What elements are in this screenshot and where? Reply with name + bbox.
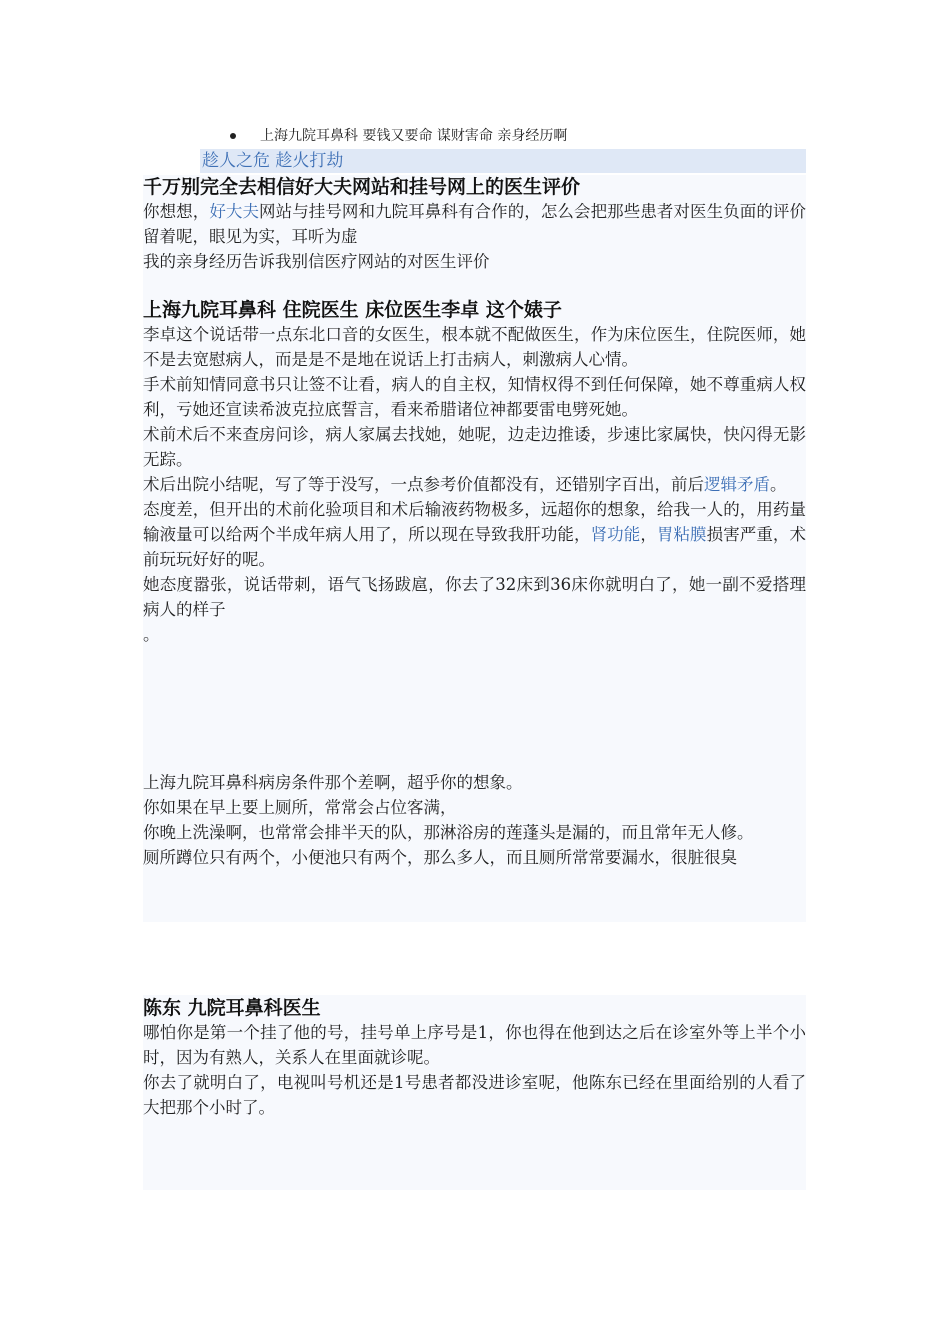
section-review-warning [143, 175, 806, 297]
text-run: ， [640, 525, 657, 544]
link-luoji-maodun[interactable]: 逻辑矛盾 [704, 475, 770, 494]
subheading-highlight [200, 149, 806, 173]
link-wei-nianmo[interactable]: 胃粘膜 [656, 525, 707, 544]
paragraph: 你去了就明白了，电视叫号机还是1号患者都没进诊室呢，他陈东已经在里面给别的人看了大把那个小时了。 [143, 1073, 806, 1117]
section-doctor-lizhuo [143, 297, 806, 922]
section-title: 上海九院耳鼻科 住院医生 床位医生李卓 这个婊子 [143, 299, 562, 321]
bullet-dot-icon [230, 133, 236, 139]
paragraph [143, 472, 806, 497]
paragraph: 哪怕你是第一个挂了他的号，挂号单上序号是1，你也得在他到达之后在诊室外等上半个小时，因为有熟人，关系人在里面就诊呢。 [143, 1023, 806, 1067]
paragraph: 你如果在早上要上厕所，常常会占位客满， [143, 798, 457, 817]
text-run: 态度差，但开出的术前化验项目和术后输液药物极多，远超你的想象，给我一人的，用药量输液量可以给两个半成年病人用了，所以现在导致我肝功能， [143, 500, 806, 544]
text-run: 。 [770, 475, 787, 494]
subheading-text: 趁人之危 趁火打劫 [202, 151, 344, 171]
paragraph: 你晚上洗澡啊，也常常会排半天的队，那淋浴房的莲蓬头是漏的，而且常年无人修。 [143, 823, 754, 842]
paragraph: 她态度嚣张，说话带刺，语气飞扬跋扈，你去了32床到36床你就明白了，她一副不爱搭理病人的样子 [143, 575, 806, 619]
section-title: 陈东 九院耳鼻科医生 [143, 997, 321, 1019]
paragraph: 我的亲身经历告诉我别信医疗网站的对医生评价 [143, 252, 490, 271]
text-run: 术后出院小结呢，写了等于没写，一点参考价值都没有，还错别字百出，前后 [143, 475, 704, 494]
link-shen-gongneng[interactable]: 肾功能 [590, 525, 641, 544]
section-doctor-chendong [143, 995, 806, 1190]
section-title: 千万别完全去相信好大夫网站和挂号网上的医生评价 [143, 176, 581, 198]
bullet-text: 上海九院耳鼻科 要钱又要命 谋财害命 亲身经历啊 [260, 128, 568, 144]
paragraph [143, 497, 806, 572]
text-run: 网站与挂号网和九院耳鼻科有合作的，怎么会把那些患者对医生负面的评价留着呢，眼见为实，耳听为虚 [143, 202, 807, 246]
paragraph: 厕所蹲位只有两个，小便池只有两个，那么多人，而且厕所常常要漏水，很脏很臭 [143, 848, 737, 867]
text-run: 损害严重，术前玩玩好好的呢。 [143, 525, 807, 569]
paragraph: 上海九院耳鼻科病房条件那个差啊，超乎你的想象。 [143, 773, 523, 792]
paragraph: 。 [143, 625, 160, 644]
link-haodaifu[interactable]: 好大夫 [209, 202, 260, 221]
paragraph [143, 199, 806, 249]
paragraph: 术前术后不来查房问诊，病人家属去找她，她呢，边走边推诿，步速比家属快，快闪得无影无踪。 [143, 425, 806, 469]
paragraph: 手术前知情同意书只让签不让看，病人的自主权，知情权得不到任何保障，她不尊重病人权利，亏她还宣读希波克拉底誓言，看来希腊诸位神都要雷电劈死她。 [143, 375, 806, 419]
text-run: 你想想， [143, 202, 210, 221]
paragraph: 李卓这个说话带一点东北口音的女医生，根本就不配做医生，作为床位医生，住院医师，她不是去宽慰病人，而是是不是地在说话上打击病人，刺激病人心情。 [143, 325, 806, 369]
